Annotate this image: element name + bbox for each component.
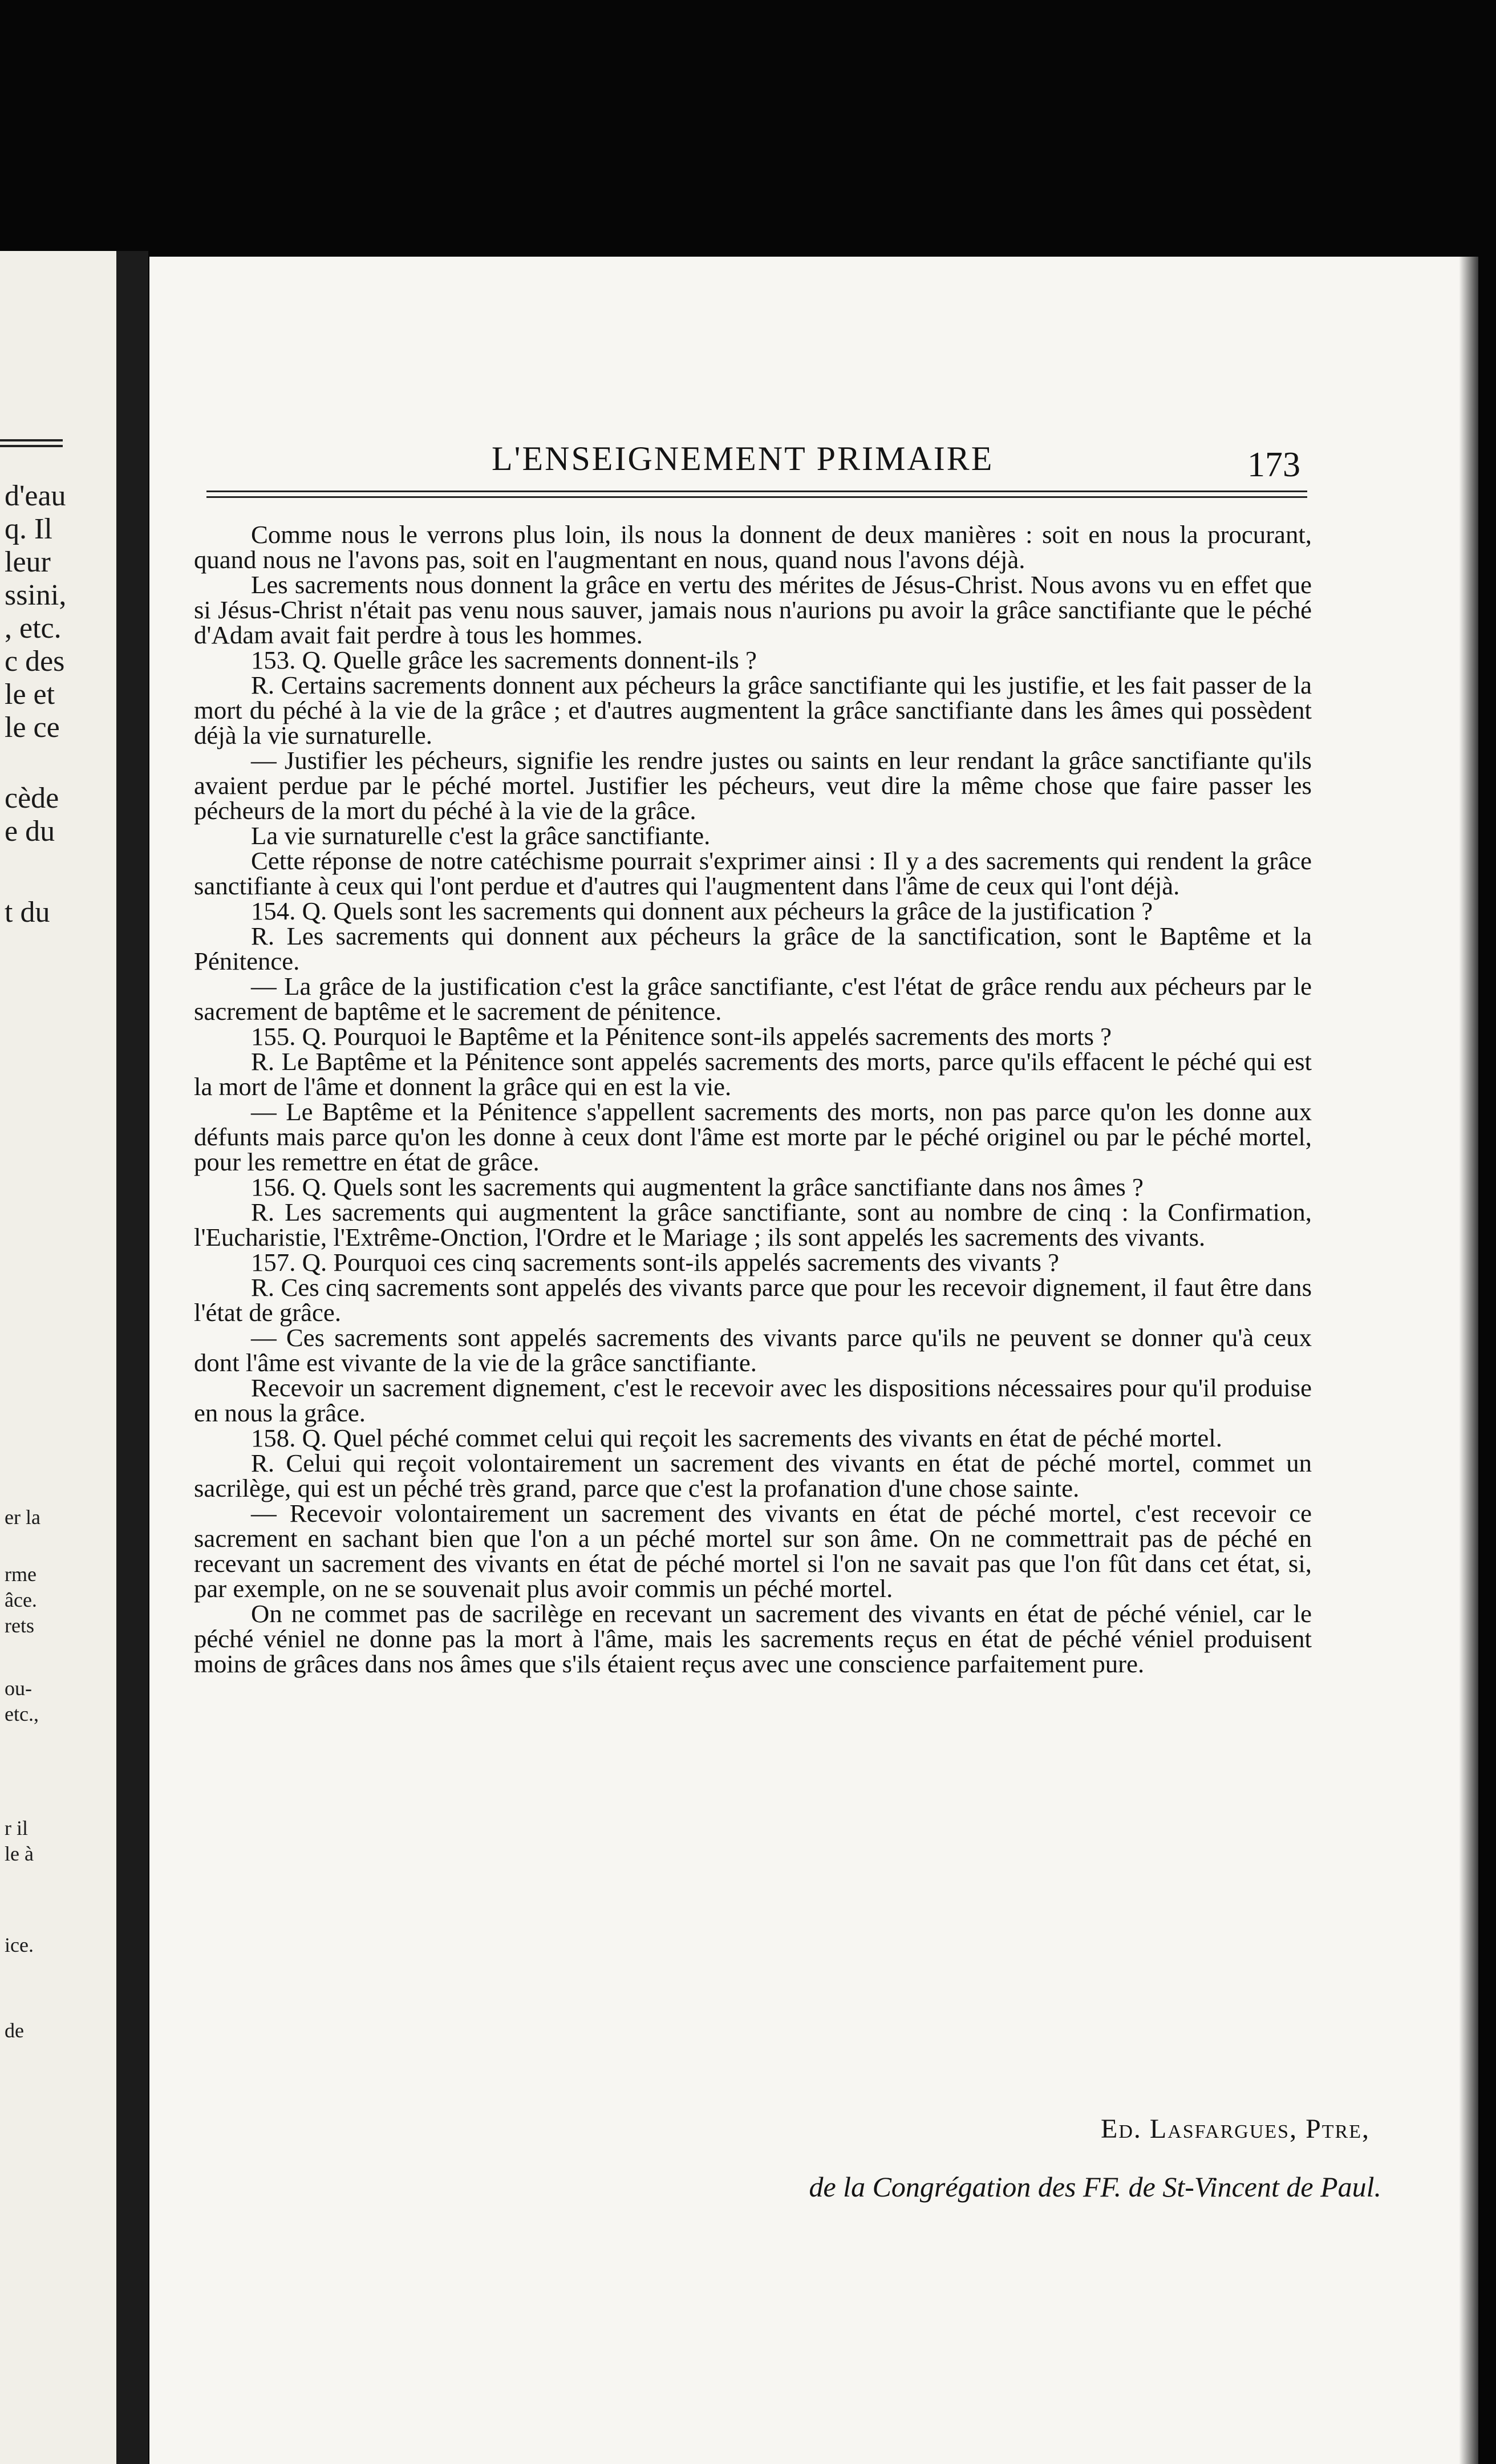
paragraph: La vie surnaturelle c'est la grâce sanctifiante. <box>251 821 711 850</box>
signature-name: Ed. Lasfargues, Ptre, <box>1101 2114 1370 2144</box>
paragraph: Comme nous le verrons plus loin, ils nous la donnent de deux manières : soit en nous la procurant, quand nous ne l'avons pas, soit en l'augmentant en nous, quand nous l'avons déjà. <box>194 520 1312 574</box>
left-page-fragment: de <box>5 2019 24 2042</box>
left-page-fragment: etc., <box>5 1703 39 1725</box>
header-rule <box>206 496 1307 498</box>
page-number: 173 <box>1247 445 1300 484</box>
left-page-fragment: e du <box>5 815 55 848</box>
running-title: L'ENSEIGNEMENT PRIMAIRE <box>492 440 994 477</box>
paragraph: On ne commet pas de sacrilège en recevant un sacrement des vivants en état de péché véniel, car le péché véniel ne donne pas la mort à l'âme, mais les sacrements reçus en état de péché véniel produisent moins de grâces dans nos âmes que s'ils étaient reçus avec une conscience parfaitement pure. <box>194 1599 1312 1678</box>
commentary: — Justifier les pécheurs, signifie les rendre justes ou saints en leur rendant la grâce sanctifiante qu'ils avaient perdue par le péché mortel. Justifier les pécheurs, veut dire la même chose que faire passer les pécheurs de la mort du péché à la vie de la grâce. <box>194 746 1312 825</box>
left-page-fragment: ou- <box>5 1677 32 1700</box>
commentary: — Le Baptême et la Pénitence s'appellent sacrements des morts, non pas parce qu'on les donne aux défunts mais parce qu'on les donne à ceux dont l'âme est morte par le péché originel ou par le péché mortel, pour les remettre en état de grâce. <box>194 1097 1312 1176</box>
left-page-fragment: er la <box>5 1506 40 1529</box>
question: 155. Q. Pourquoi le Baptême et la Pénitence sont-ils appelés sacrements des morts ? <box>251 1022 1112 1051</box>
left-page-fragment: leur <box>5 546 51 578</box>
left-page-fragment: d'eau <box>5 480 66 512</box>
paragraph: Cette réponse de notre catéchisme pourrait s'exprimer ainsi : Il y a des sacrements qui rendent la grâce sanctifiante à ceux qui l'ont perdue et d'autres qui l'augmentent dans l'âme de ceux qui l'ont déjà. <box>194 846 1312 900</box>
paragraph: Les sacrements nous donnent la grâce en vertu des mérites de Jésus-Christ. Nous avons vu en effet que si Jésus-Christ n'était pas venu nous sauver, jamais nous n'aurions pu avoir la grâce sanctifiante que le péché d'Adam avait fait perdre à tous les hommes. <box>194 570 1312 649</box>
left-page-fragment: rets <box>5 1614 34 1637</box>
left-page-fragment: rme <box>5 1563 37 1586</box>
answer: R. Les sacrements qui augmentent la grâce sanctifiante, sont au nombre de cinq : la Confirmation, l'Eucharistie, l'Extrême-Onction, l'Ordre et le Mariage ; ils sont appelés les sacrements des vivants. <box>194 1198 1312 1251</box>
left-page-fragment: ice. <box>5 1934 34 1956</box>
left-page-fragment: t du <box>5 896 50 929</box>
left-page-rule <box>0 439 63 441</box>
commentary: — Ces sacrements sont appelés sacrements des vivants parce qu'ils ne peuvent se donner qu'à ceux dont l'âme est vivante de la vie de la grâce sanctifiante. <box>194 1323 1312 1377</box>
book-gutter <box>116 251 148 2464</box>
question: 157. Q. Pourquoi ces cinq sacrements sont-ils appelés sacrements des vivants ? <box>251 1248 1059 1276</box>
commentary: — La grâce de la justification c'est la grâce sanctifiante, c'est l'état de grâce rendu aux pécheurs par le sacrement de baptême et le sacrement de pénitence. <box>194 972 1312 1026</box>
commentary: — Recevoir volontairement un sacrement des vivants en état de péché mortel, c'est recevoir ce sacrement en sachant bien que l'on a un péché mortel sur son âme. On ne commettrait pas de péché en recevant un sacrement des vivants en état de péché mortel si l'on ne savait pas que l'on fût dans cet état, si, par exemple, on ne se souvenait plus avoir commis un péché mortel. <box>194 1499 1312 1603</box>
question: 156. Q. Quels sont les sacrements qui augmentent la grâce sanctifiante dans nos âmes ? <box>251 1173 1144 1201</box>
header-rule <box>206 491 1307 492</box>
answer: R. Ces cinq sacrements sont appelés des vivants parce que pour les recevoir dignement, il faut être dans l'état de grâce. <box>194 1273 1312 1327</box>
left-page-fragment: ssini, <box>5 579 67 611</box>
left-page-fragment: r il <box>5 1817 28 1839</box>
answer: R. Certains sacrements donnent aux pécheurs la grâce sanctifiante qui les justifie, et les fait passer de la mort du péché à la vie de la grâce ; et d'autres augmentent la grâce sanctifiante dans les âmes qui possèdent déjà la vie surnaturelle. <box>194 671 1312 749</box>
left-page-fragment: c des <box>5 645 65 678</box>
running-header <box>149 439 1478 485</box>
left-page-edge <box>0 251 120 2464</box>
answer: R. Les sacrements qui donnent aux pécheurs la grâce de la sanctification, sont le Baptême et la Pénitence. <box>194 922 1312 975</box>
answer: R. Celui qui reçoit volontairement un sacrement des vivants en état de péché mortel, commet un sacrilège, qui est un péché très grand, parce que c'est la profanation d'une chose sainte. <box>194 1449 1312 1502</box>
signature-congregation: de la Congrégation des FF. de St-Vincent de Paul. <box>809 2171 1381 2203</box>
left-page-fragment: cède <box>5 782 59 814</box>
paragraph: Recevoir un sacrement dignement, c'est le recevoir avec les dispositions nécessaires pour qu'il produise en nous la grâce. <box>194 1373 1312 1427</box>
left-page-rule <box>0 445 63 447</box>
left-page-fragment: le à <box>5 1842 34 1865</box>
left-page-fragment: le et <box>5 678 55 711</box>
left-page-fragment: âce. <box>5 1588 37 1611</box>
body-text <box>194 522 1312 1676</box>
right-page <box>149 257 1478 2464</box>
left-page-fragment: q. Il <box>5 513 52 545</box>
left-page-fragment: , etc. <box>5 612 62 645</box>
page-edge-shadow <box>1459 257 1478 2464</box>
question: 153. Q. Quelle grâce les sacrements donnent-ils ? <box>251 646 757 674</box>
question: 154. Q. Quels sont les sacrements qui donnent aux pécheurs la grâce de la justification ? <box>251 897 1153 925</box>
answer: R. Le Baptême et la Pénitence sont appelés sacrements des morts, parce qu'ils effacent le péché qui est la mort de l'âme et donnent la grâce qui en est la vie. <box>194 1047 1312 1101</box>
question: 158. Q. Quel péché commet celui qui reçoit les sacrements des vivants en état de péché mortel. <box>251 1424 1222 1452</box>
left-page-fragment: le ce <box>5 711 60 744</box>
